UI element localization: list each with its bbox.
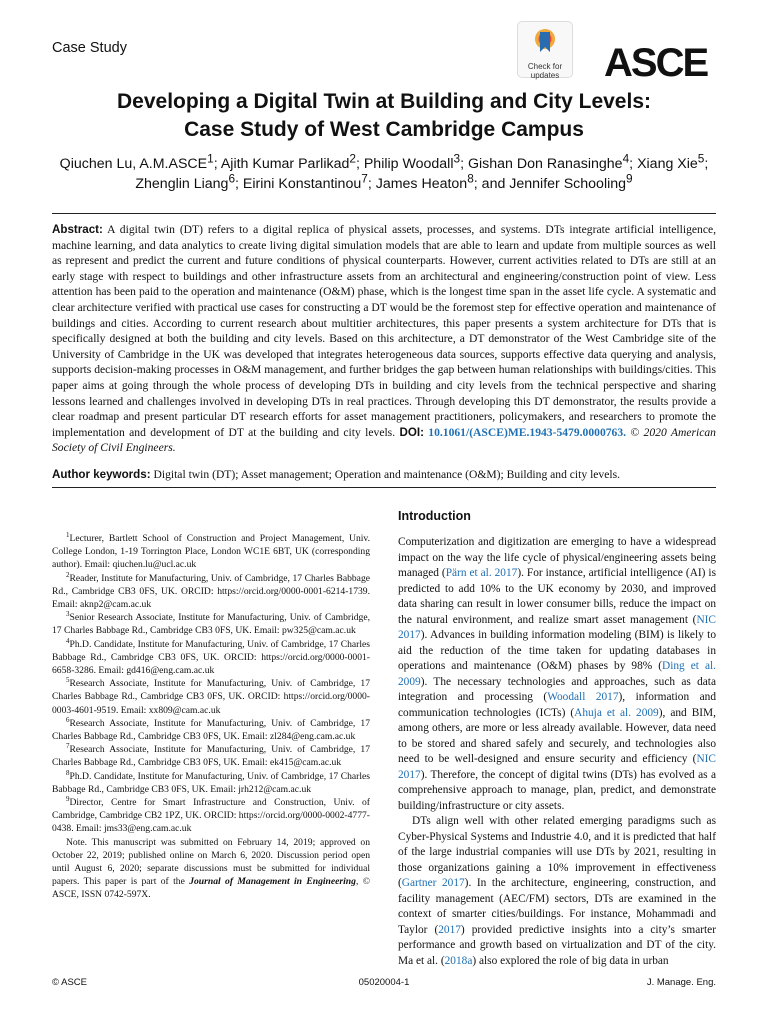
author-list: [52, 151, 716, 194]
footnote-marker: 9: [66, 794, 70, 803]
note-text: Note. This manuscript was submitted on February 14, 2019; approved on October 22, 2019; published online on March 6, 2020. Discussion period open until August 6, 2020; separate discussions must be submitted for individual papers. This paper is part of the: [52, 836, 370, 888]
body-text: ), and BIM, among others, are more or less already available. However, data need to be stored and shared safely and securely, and technologies also need to be well-designed and ensure security and efficiency (: [398, 706, 716, 765]
top-rule: [52, 213, 716, 214]
author-name: Eirini Konstantinou: [242, 176, 362, 192]
author-name: Xiang Xie: [637, 156, 698, 172]
author-separator: ;: [355, 156, 364, 172]
author-name: Ajith Kumar Parlikad: [220, 156, 350, 172]
footnote-marker: 3: [66, 610, 70, 619]
asce-logo: [604, 36, 719, 82]
bottom-rule: [52, 487, 716, 488]
footer-left: © ASCE: [52, 977, 87, 988]
body-text: ), information and communication technologies (ICTs) (: [398, 691, 716, 719]
citation-link[interactable]: Ding et al. 2009: [398, 660, 716, 688]
paper-title: [52, 88, 716, 144]
footnote-text: Lecturer, Bartlett School of Construction and Project Management, Univ. College London, 1-19 Torrington Place, London WC1E 6BT, UK (corresponding author). Email: qiuchen.lu@ucl.ac.uk: [52, 533, 370, 571]
footnote: [52, 638, 370, 678]
body-text: ) also explored the role of big data in urban: [472, 954, 669, 967]
intro-paragraph-1: [398, 535, 716, 814]
author-separator: ;: [460, 156, 468, 172]
footnote-marker: 5: [66, 676, 70, 685]
doi-link[interactable]: 10.1061/(ASCE)ME.1943-5479.0000763.: [428, 425, 627, 439]
body-text: ). Advances in building information modeling (BIM) is likely to aid the reduction of the time taken for updating databases in operations and maintenance (O&M) phases by 98% (: [398, 629, 716, 672]
author-separator: ;: [629, 156, 638, 172]
body-text: ). Therefore, the concept of digital twins (DTs) has evolved as a comprehensive approach to manage, plan, predict, and demonstrate building/infrastructure or city assets.: [398, 768, 716, 812]
footnote: [52, 743, 370, 769]
introduction-heading: Introduction: [398, 509, 471, 523]
footnote-text: Research Associate, Institute for Manufacturing, Univ. of Cambridge, 17 Charles Babbage Rd., Cambridge CB3 0FS, UK. Email: ek415@cam.ac.uk: [52, 744, 370, 769]
check-for-updates-badge[interactable]: [517, 21, 573, 78]
citation-link[interactable]: 2017: [438, 923, 461, 936]
footnote: [52, 717, 370, 743]
body-text: DTs align well with other related emerging paradigms such as Cyber-Physical Systems and Industrie 4.0, and it is predicted that half of the large industrial companies will use DTs by 2021, resulting in those organizations gaining a 10% improvement in effectiveness (: [398, 815, 716, 889]
author-name: Jennifer Schooling: [509, 176, 627, 192]
body-text: ). In the architecture, engineering, construction, and facility management (AEC/FM) sectors, DTs are examined in the context of smarter cities/buildings. For instance, Mohammadi and Taylor (: [398, 877, 716, 936]
citation-link[interactable]: Gartner 2017: [401, 877, 465, 889]
journal-name: Journal of Management in Engineering: [189, 876, 356, 888]
body-text: ) provided predictive insights into a city’s smarter performance and growth based on virtualization and DT of the city. Ma et al. (: [398, 923, 716, 967]
author-name: Zhenglin Liang: [135, 176, 229, 192]
author-separator: ;: [235, 176, 243, 192]
manuscript-note: [52, 836, 370, 902]
footnote: [52, 611, 370, 637]
author-affiliation-marker: 4: [622, 151, 630, 166]
author-affiliation-marker: 5: [697, 151, 705, 166]
author-affiliation-marker: 6: [228, 171, 236, 186]
author-affiliation-marker: 9: [626, 171, 633, 186]
footnote-marker: 4: [66, 636, 70, 645]
author-separator: ; and: [473, 176, 510, 192]
footnotes: [52, 532, 370, 902]
introduction-body: [398, 535, 716, 969]
footnote-text: Ph.D. Candidate, Institute for Manufacturing, Univ. of Cambridge, 17 Charles Babbage Rd., Cambridge CB3 0FS, UK. ORCID: https://orcid.org/0000-0001-6658-3286. Email: gd416@eng.cam.ac.uk: [52, 638, 370, 677]
author-name: Qiuchen Lu, A.M.ASCE: [59, 156, 208, 172]
section-label: Case Study: [52, 40, 127, 56]
author-separator: ;: [367, 176, 376, 192]
footnote-marker: 2: [66, 570, 70, 579]
footnote-marker: 1: [66, 530, 70, 539]
author-name: James Heaton: [375, 176, 468, 192]
citation-link[interactable]: 2018a: [444, 954, 473, 967]
author-separator: ;: [213, 156, 221, 172]
author-name: Philip Woodall: [363, 156, 454, 172]
body-text: ). For instance, artificial intelligence (AI) is predicted to add 10% to the UK economy by 2030, and improved data sharing can result in lower consumer bills, reduce the impact on the natural environment, and realize smart asset management (: [398, 567, 716, 626]
abstract: [52, 222, 716, 456]
journal-abbrev: J. Manage. Eng.: [646, 977, 716, 988]
footnote-marker: 6: [66, 715, 70, 724]
citation-link[interactable]: NIC 2017: [398, 753, 716, 781]
footnote-text: Research Associate, Institute for Manufacturing, Univ. of Cambridge, 17 Charles Babbage Rd., Cambridge CB3 0FS, UK. ORCID: https://orcid.org/0000-0003-4601-9519. Email: xx809@cam.ac.uk: [52, 678, 370, 716]
footnote: [52, 770, 370, 796]
citation-link[interactable]: NIC 2017: [398, 613, 716, 641]
author-affiliation-marker: 7: [361, 171, 368, 186]
abstract-text: A digital twin (DT) refers to a digital replica of physical assets, processes, and systems. DTs integrate artificial intelligence, machine learning, and data analytics to create living digital simulation models that are able to learn and update from multiple sources as well as represent and predict the current and future conditions of physical counterparts. However, current activities related to DTs are still at an early stage with respect to buildings and other infrastructure assets from an architectural and engineering/construction point of view. Less attention has been paid to the operation and maintenance (O&M) phase, which is the longest time span in the asset life cycle. A systematic and clear architecture verified with practical use cases for constructing a DT would be the foremost step for effective operation and maintenance of buildings and cities. According to current research about multitier architectures, this paper presents a system architecture for DTs that is specifically designed at both the building and city levels. Based on this architecture, a DT demonstrator of the West Cambridge site of the University of Cambridge in the UK was developed that integrates heterogeneous data sources, supports effective data querying and analysis, supports decision-making processes in O&M management, and further bridges the gap between human relationships with buildings/cities. This paper aims at going through the whole process of developing DTs in building and city levels from the technical perspective and sharing lessons learned and challenges involved in developing DTs in real practices. Through developing this DT demonstrator, the results provide a clear roadmap and present particular DT research efforts for asset management practitioners, policymakers, and researchers to promote the implementation and development of DT at the building and city levels.: [52, 223, 717, 439]
author-affiliation-marker: 1: [207, 151, 214, 166]
author-affiliation-marker: 3: [453, 151, 461, 166]
logo-text: ASCE: [604, 41, 708, 82]
doi-label: DOI:: [399, 425, 424, 439]
page-number: 05020004-1: [358, 977, 410, 988]
citation-link[interactable]: Woodall 2017: [547, 691, 619, 703]
footnote-text: Reader, Institute for Manufacturing, Univ. of Cambridge, 17 Charles Babbage Rd., Cambridge CB3 0FS, UK. ORCID: https://orcid.org/0000-0001-6214-1739. Email: aknp2@cam.ac.uk: [52, 572, 370, 611]
footnote: [52, 796, 370, 836]
author-name: Gishan Don Ranasinghe: [467, 156, 623, 172]
author-separator: ;: [704, 156, 709, 172]
citation-link[interactable]: Ahuja et al. 2009: [574, 706, 659, 719]
footnote-text: Director, Centre for Smart Infrastructure and Construction, Univ. of Cambridge, Cambridge CB2 1PZ, UK. ORCID: https://orcid.org/0000-0002-4777-0438. Email: jms33@eng.cam.ac.uk: [52, 797, 370, 835]
footnote-text: Ph.D. Candidate, Institute for Manufacturing, Univ. of Cambridge, 17 Charles Babbage Rd., Cambridge CB3 0FS, UK. Email: jrh212@cam.ac.uk: [52, 770, 370, 795]
bookmark-icon: [533, 28, 557, 56]
title-line-1: Developing a Digital Twin at Building and City Levels:: [116, 90, 651, 113]
citation-link[interactable]: Pärn et al. 2017: [445, 567, 518, 579]
keywords-text: Digital twin (DT); Asset management; Operation and maintenance (O&M); Building and city levels.: [153, 468, 621, 481]
footnote: [52, 677, 370, 717]
abstract-label: Abstract:: [52, 223, 103, 236]
footnote-marker: 7: [66, 742, 70, 751]
author-affiliation-marker: 2: [349, 151, 356, 166]
author-affiliation-marker: 8: [467, 171, 474, 186]
keywords-label: Author keywords:: [52, 468, 151, 481]
badge-label: Check for updates: [527, 62, 563, 80]
intro-paragraph-2: [398, 814, 716, 969]
body-text: ). The necessary technologies and approaches, such as data integration and processing (: [398, 675, 716, 703]
body-text: Computerization and digitization are emerging to have a widespread impact on the way the life cycle of physical/engineering assets being managed (: [398, 536, 716, 579]
keywords: [52, 467, 716, 482]
footnote: [52, 532, 370, 572]
title-line-2: Case Study of West Cambridge Campus: [184, 118, 584, 141]
note-tail: , © ASCE, ISSN 0742-597X.: [52, 876, 370, 901]
footnote-marker: 8: [66, 768, 70, 777]
footnote: [52, 572, 370, 612]
footnote-text: Research Associate, Institute for Manufacturing, Univ. of Cambridge, 17 Charles Babbage Rd., Cambridge CB3 0FS, UK. Email: zl284@eng.cam.ac.uk: [52, 717, 370, 743]
footnote-text: Senior Research Associate, Institute for Manufacturing, Univ. of Cambridge, 17 Charles Babbage Rd., Cambridge CB3 0FS, UK. Email: pw325@cam.ac.uk: [52, 612, 370, 637]
copyright: © 2020 American Society of Civil Engineers.: [52, 425, 716, 455]
